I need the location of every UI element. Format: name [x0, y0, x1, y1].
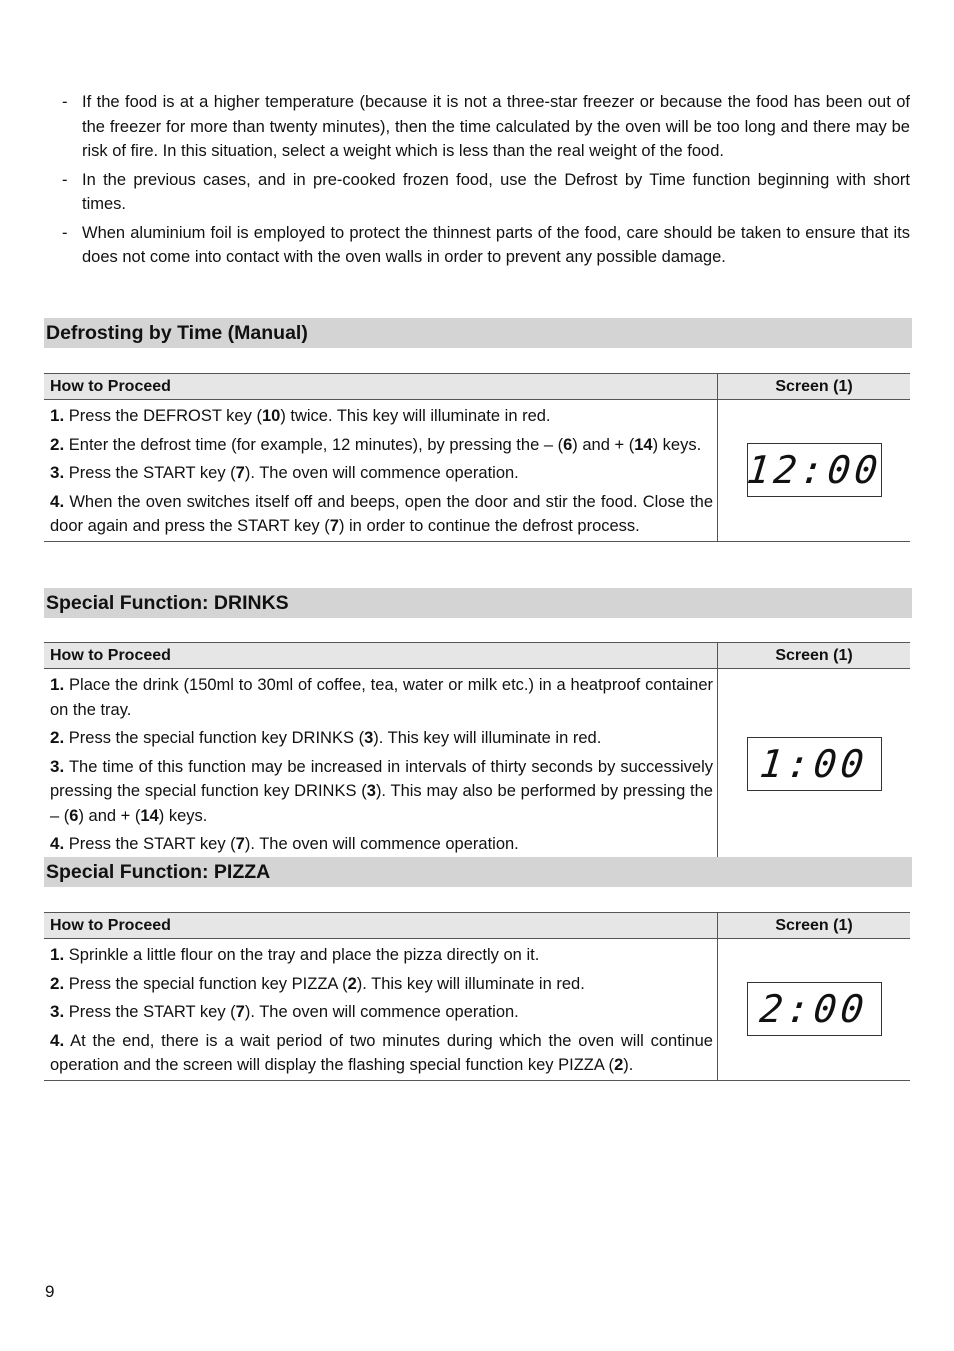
step-item [50, 433, 713, 458]
screen-cell [718, 400, 910, 541]
drinks-table [44, 642, 910, 859]
step-number: 1. [50, 945, 65, 964]
step-item [50, 972, 713, 997]
table-header [44, 912, 910, 939]
step-item [50, 490, 713, 539]
step-text: ). The oven will commence operation. [244, 464, 519, 482]
step-text: ). The oven will commence operation. [244, 1003, 519, 1021]
step-number: 1. [50, 406, 65, 425]
header-how-to-proceed: How to Proceed [50, 647, 171, 664]
step-item [50, 673, 713, 722]
key-number: 6 [69, 806, 79, 825]
key-number: 2 [347, 974, 357, 993]
step-text: Enter the defrost time (for example, 12 minutes), by pressing the – ( [68, 435, 564, 454]
bullet-dash: - [62, 223, 68, 242]
key-number: 6 [563, 435, 573, 454]
header-how-to-proceed: How to Proceed [50, 378, 171, 395]
step-item [50, 755, 713, 829]
step-item [50, 404, 713, 429]
key-number: 14 [140, 806, 159, 825]
step-number: 3. [50, 1002, 65, 1021]
step-text: ) in order to continue the defrost process. [338, 517, 640, 535]
table-body [44, 400, 910, 541]
header-screen: Screen (1) [775, 917, 853, 934]
key-number: 7 [235, 835, 245, 853]
key-number: 7 [329, 517, 339, 535]
key-number: 3 [366, 782, 376, 800]
table-body [44, 669, 910, 859]
lcd-display [747, 982, 882, 1036]
lcd-readout: 12:00 [744, 448, 884, 493]
step-text: ). This may also be performed by pressing the – ( [50, 782, 713, 825]
step-number: 4. [50, 834, 65, 853]
step-text: ) and + ( [572, 435, 635, 454]
step-text: ) keys. [652, 435, 702, 454]
step-text: ). The oven will commence operation. [244, 835, 519, 853]
bullet-item [60, 221, 910, 270]
key-number: 2 [614, 1056, 624, 1074]
step-text: ). [623, 1056, 634, 1074]
step-item [50, 1029, 713, 1078]
step-number: 2. [50, 434, 65, 454]
bullet-dash: - [62, 93, 68, 111]
step-text: Press the special function key PIZZA ( [68, 974, 348, 993]
steps-cell [44, 939, 718, 1080]
lcd-display [747, 737, 882, 791]
section-title-pizza: Special Function: PIZZA [44, 857, 912, 887]
bullet-text: If the food is at a higher temperature (because it is not a three-star freezer or because the food has been out of the freezer for more than twenty minutes), then the time calculated by the oven will be too long and there may be risk of fire. In this situation, select a weight which is less than the real weight of the food. [82, 93, 910, 160]
table-body [44, 939, 910, 1080]
key-number: 7 [235, 464, 245, 482]
bullet-text: In the previous cases, and in pre-cooked frozen food, use the Defrost by Time function beginning with short times. [82, 170, 910, 213]
step-text: ). This key will illuminate in red. [356, 974, 585, 993]
step-number: 3. [50, 756, 65, 776]
key-number: 3 [364, 729, 374, 747]
page-number: 9 [45, 1282, 55, 1301]
step-number: 3. [50, 463, 65, 482]
key-number: 14 [634, 435, 653, 454]
header-screen: Screen (1) [775, 647, 853, 664]
step-text: Press the START key ( [68, 1003, 236, 1021]
step-text: The time of this function may be increased in intervals of thirty seconds by successively pressing the special function key DRINKS ( [50, 757, 713, 800]
step-item [50, 461, 713, 486]
step-text: ) keys. [158, 806, 208, 825]
step-text: Place the drink (150ml to 30ml of coffee, tea, water or milk etc.) in a heatproof container on the tray. [50, 676, 713, 719]
screen-cell [718, 939, 910, 1080]
header-how-to-proceed: How to Proceed [50, 917, 171, 934]
step-number: 1. [50, 675, 65, 694]
step-text: Press the START key ( [68, 835, 236, 853]
step-item [50, 1000, 713, 1025]
step-number: 4. [50, 1030, 65, 1050]
step-item [50, 832, 713, 857]
step-text: Sprinkle a little flour on the tray and place the pizza directly on it. [68, 946, 540, 964]
defrost-table [44, 373, 910, 542]
bullet-text: When aluminium foil is employed to protect the thinnest parts of the food, care should be taken to ensure that its does not come into contact with the oven walls in order to prevent any possible damage. [82, 223, 910, 266]
step-item [50, 726, 713, 751]
step-text: When the oven switches itself off and beeps, open the door and stir the food. Close the door again and press the START key ( [50, 492, 713, 535]
step-text: ) and + ( [78, 806, 141, 825]
key-number: 7 [235, 1003, 245, 1021]
header-screen: Screen (1) [775, 378, 853, 395]
step-text: Press the START key ( [68, 464, 236, 482]
lcd-readout: 2:00 [757, 987, 871, 1032]
bullet-item [60, 168, 910, 217]
table-header [44, 373, 910, 400]
section-title-drinks: Special Function: DRINKS [44, 588, 912, 618]
bullet-dash: - [62, 170, 68, 189]
key-number: 10 [261, 407, 281, 425]
step-number: 2. [50, 973, 65, 993]
step-text: At the end, there is a wait period of two minutes during which the oven will continue operation and the screen will display the flashing special function key PIZZA ( [50, 1031, 713, 1074]
screen-cell [718, 669, 910, 859]
steps-cell [44, 400, 718, 541]
step-text: ). This key will illuminate in red. [373, 729, 602, 747]
intro-bullet-list [60, 90, 910, 274]
lcd-readout: 1:00 [757, 741, 871, 786]
step-text: Press the special function key DRINKS ( [68, 729, 365, 747]
step-item [50, 943, 713, 968]
table-header [44, 642, 910, 669]
lcd-display [744, 443, 884, 497]
step-number: 4. [50, 491, 65, 511]
step-text: Press the DEFROST key ( [68, 407, 262, 425]
bullet-item [60, 90, 910, 164]
section-title-defrost: Defrosting by Time (Manual) [44, 318, 912, 348]
steps-cell [44, 669, 718, 859]
step-number: 2. [50, 728, 65, 747]
step-text: ) twice. This key will illuminate in red. [280, 407, 551, 425]
pizza-table [44, 912, 910, 1081]
